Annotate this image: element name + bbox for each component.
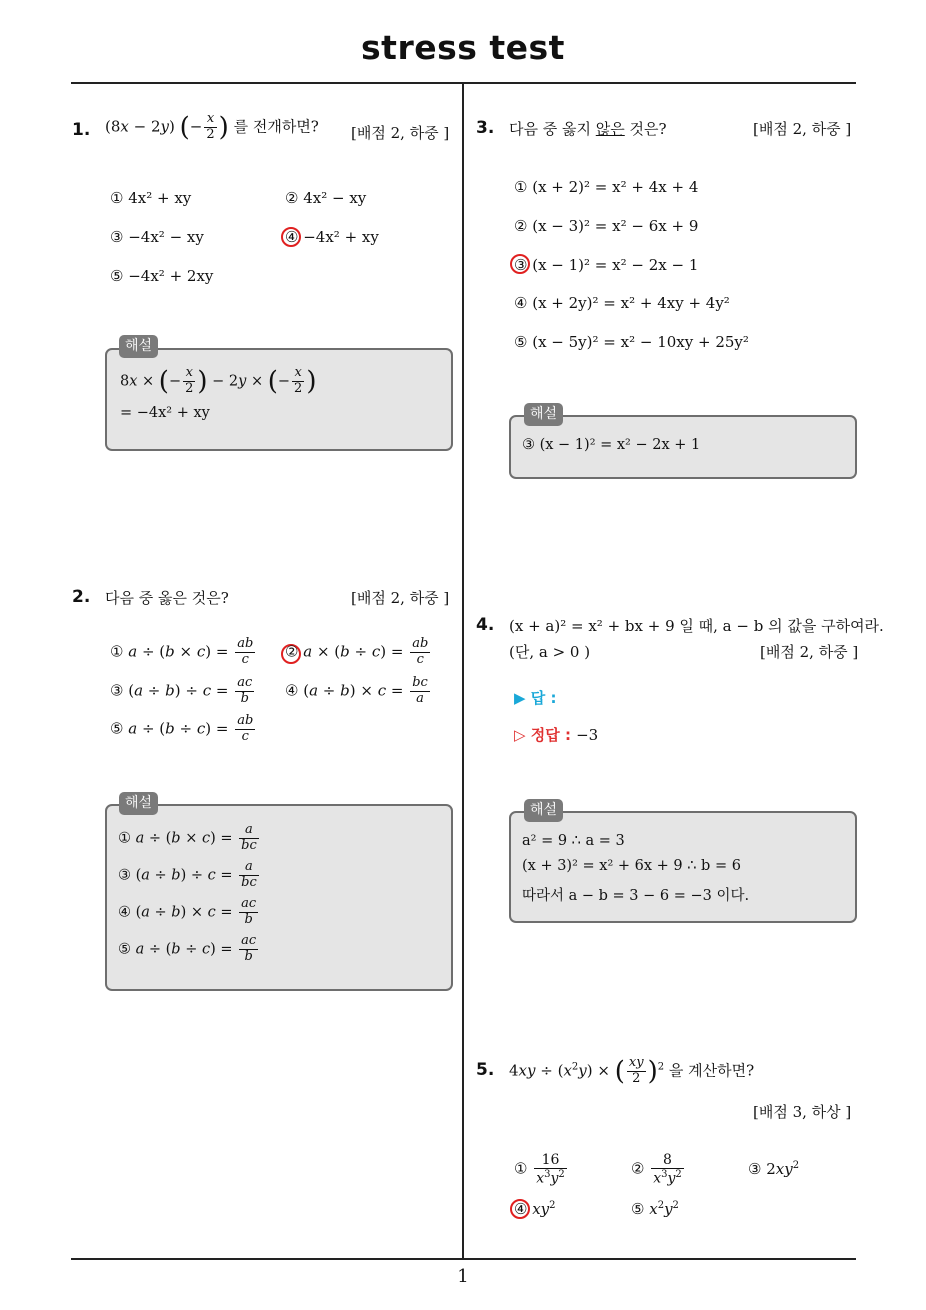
question-number: 3.	[476, 118, 495, 138]
option-4[interactable]: ④ (x + 2y)² = x² + 4xy + 4y²	[514, 294, 730, 312]
explanation-line: a² = 9 ∴ a = 3	[522, 833, 625, 849]
correct-answer-value: −3	[576, 726, 599, 744]
score-label: [배점 2, 하중 ]	[753, 120, 852, 138]
option-1[interactable]: ① a ÷ (b × c) = $\frac{ab}{c}$	[110, 636, 254, 667]
explanation-line: (x + 3)² = x² + 6x + 9 ∴ b = 6	[522, 858, 741, 874]
option-4[interactable]: ④ −4x² + xy	[285, 228, 379, 246]
option-5[interactable]: ⑤ (x − 5y)² = x² − 10xy + 25y²	[514, 333, 749, 351]
option-2[interactable]: ② $\frac{8}{x^3y^2}$	[631, 1152, 682, 1187]
question-number: 2.	[72, 587, 91, 607]
page-number: 1	[457, 1266, 469, 1287]
explanation-line: = −4x² + xy	[120, 405, 210, 421]
question-text: 다음 중 옳지 않은 것은?	[509, 120, 667, 138]
question-text: (8x − 2y) (− $\frac{x}{2}$ ) 를 전개하면?	[105, 111, 319, 143]
explanation-line: ③ (x − 1)² = x² − 2x + 1	[522, 437, 701, 453]
explanation-line: ④ (a ÷ b) × c = $\frac{ac}{b}$	[118, 896, 257, 927]
option-3[interactable]: ③ (a ÷ b) ÷ c = $\frac{ac}{b}$	[110, 675, 253, 706]
option-3[interactable]: ③ $2xy^2$	[748, 1160, 800, 1178]
option-5[interactable]: ⑤ a ÷ (b ÷ c) = $\frac{ab}{c}$	[110, 713, 254, 744]
question-number: 4.	[476, 615, 495, 635]
explanation-tag: 해설	[524, 403, 563, 426]
explanation-line: ① a ÷ (b × c) = $\frac{a}{bc}$	[118, 822, 257, 853]
correct-answer	[514, 724, 598, 745]
explanation-line: ⑤ a ÷ (b ÷ c) = $\frac{ac}{b}$	[118, 933, 257, 964]
page-title: stress test	[361, 28, 565, 67]
answer-label: ▶ 답 :	[514, 689, 557, 707]
explanation-tag: 해설	[119, 335, 158, 358]
option-5[interactable]: ⑤ $x^2y^2$	[631, 1200, 679, 1218]
explanation-tag: 해설	[119, 792, 158, 815]
option-1[interactable]: ① $\frac{16}{x^3y^2}$	[514, 1152, 565, 1187]
option-2[interactable]: ② a × (b ÷ c) = $\frac{ab}{c}$	[285, 636, 429, 667]
explanation-tag: 해설	[524, 799, 563, 822]
question-number: 5.	[476, 1060, 495, 1080]
explanation-box	[105, 348, 453, 451]
explanation-line: 따라서 a − b = 3 − 6 = −3 이다.	[522, 888, 750, 904]
score-label: [배점 2, 하중 ]	[760, 643, 859, 661]
option-2[interactable]: ② (x − 3)² = x² − 6x + 9	[514, 217, 699, 235]
score-label: [배점 3, 하상 ]	[753, 1103, 852, 1121]
option-1[interactable]: ① (x + 2)² = x² + 4x + 4	[514, 178, 699, 196]
score-label: [배점 2, 하중 ]	[351, 589, 450, 607]
explanation-line: ③ (a ÷ b) ÷ c = $\frac{a}{bc}$	[118, 859, 257, 890]
option-2[interactable]: ② 4x² − xy	[285, 189, 367, 207]
footer-rule	[71, 1258, 856, 1260]
option-4[interactable]: ④ $xy^2$	[514, 1200, 556, 1218]
column-divider	[462, 83, 464, 1260]
explanation-line: 8x × (− $\frac{x}{2}$ ) − 2y × (− $\frac{x}{2}$ )	[120, 365, 317, 397]
question-condition: (단, a > 0 )	[509, 643, 591, 661]
header-rule	[71, 82, 856, 84]
option-3[interactable]: ③ (x − 1)² = x² − 2x − 1	[514, 256, 699, 274]
option-4[interactable]: ④ (a ÷ b) × c = $\frac{bc}{a}$	[285, 675, 428, 706]
option-3[interactable]: ③ −4x² − xy	[110, 228, 204, 246]
question-text: (x + a)² = x² + bx + 9 일 때, a − b 의 값을 구하여라.	[509, 617, 884, 635]
question-text: 다음 중 옳은 것은?	[105, 589, 229, 607]
correct-answer-label: ▷ 정답 :	[514, 726, 571, 744]
option-5[interactable]: ⑤ −4x² + 2xy	[110, 267, 214, 285]
question-number: 1.	[72, 120, 91, 140]
option-1[interactable]: ① 4x² + xy	[110, 189, 192, 207]
question-text: $4xy \div (x^2y)$ × ( $\frac{xy}{2}$ )$^2$ 을 계산하면?	[509, 1055, 755, 1087]
score-label: [배점 2, 하중 ]	[351, 124, 450, 142]
